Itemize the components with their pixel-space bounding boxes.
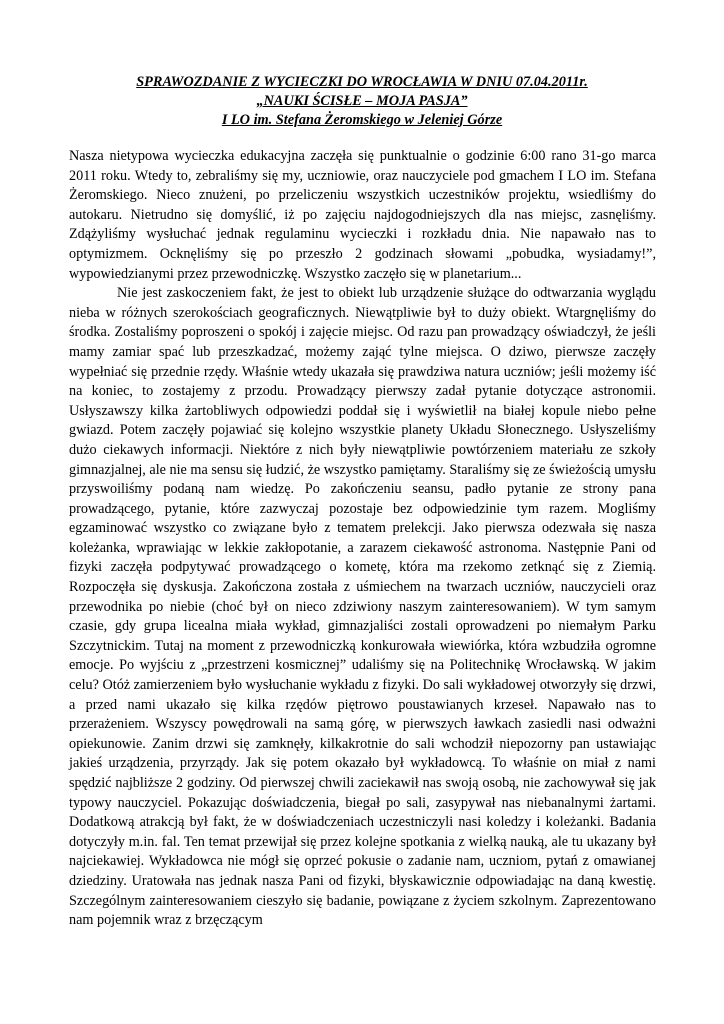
report-title: SPRAWOZDANIE Z WYCIECZKI DO WROCŁAWIA W DNIU 07.04.2011r. — [136, 74, 588, 90]
school-name: I LO im. Stefana Żeromskiego w Jeleniej Górze — [221, 112, 503, 128]
report-subtitle: „NAUKI ŚCISŁE – MOJA PASJA” — [256, 93, 468, 109]
paragraph-2: Nie jest zaskoczeniem fakt, że jest to obiekt lub urządzenie służące do odtwarzania wyglądu nieba w różnych szerokościach geograficznych. Niewątpliwie był to duży obiekt. Wtargnęliśmy do środka. Zostaliśmy poproszeni o spokój i zajęcie miejsc. Od razu pan prowadzący oświadczył, że jeśli mamy zamiar spać lub przeszkadzać, możemy zająć tylne miejsca. O dziwo, pierwsze zaczęły wypełniać się przednie rzędy. Właśnie wtedy ukazała się prawdziwa natura uczniów; jeśli możemy iść na koniec, to zostajemy z przodu. Prowadzący pierwszy zadał pytanie dotyczące astronomii. Usłyszawszy kilka żartobliwych odpowiedzi poddał się i wyświetlił na białej kopule niebo pełne gwiazd. Potem zaczęły pojawiać się kolejno wszystkie planety Układu Słonecznego. Usłyszeliśmy dużo ciekawych informacji. Niektóre z nich były niewątpliwie powtórzeniem materiału ze szkoły gimnazjalnej, ale nie ma sensu się łudzić, że wszystko pamiętamy. Staraliśmy się ze świeżością umysłu przyswoiliśmy podaną nam wiedzę. Po zakończeniu seansu, padło pytanie ze strony pana prowadzącego, pytanie, które zazwyczaj pozostaje bez odpowiedzinie tym razem. Mogliśmy egzaminować wszystko co związane było z tematem prelekcji. Jako pierwsza odezwała się nasza koleżanka, wprawiając w lekkie zakłopotanie, a zarazem ciekawość astronoma. Następnie Pani od fizyki zaczęła podpytywać prowadzącego o kometę, która ma rzekomo zetknąć się z Ziemią. Rozpoczęła się dyskusja. Zakończona została z uśmiechem na twarzach uczniów, nauczycieli oraz przewodnika po niebie (choć był on nieco zdziwiony naszym zainteresowaniem). W tym samym czasie, gdy grupa licealna miała wykład, gimnazjaliści zostali oprowadzeni po niemałym Parku Szczytnickim. Tutaj na moment z przewodniczką konkurowała wiewiórka, która wzbudziła ogromne emocje. Po wyjściu z „przestrzeni kosmicznej” udaliśmy się na Politechnikę Wrocławską. W jakim celu? Otóż zamierzeniem było wysłuchanie wykładu z fizyki. Do sali wykładowej otworzyły się drzwi, a przed nami ukazało się kilka rzędów piętrowo poustawianych krzeseł. Napawało nas to przerażeniem. Wszyscy powędrowali na samą górę, w pierwszych ławkach zasiedli nasi odważni opiekunowie. Zanim drzwi się zamknęły, kilkakrotnie do sali wchodził niepozorny pan ustawiając jakieś urządzenia, przyrządy. Jak się potem okazało był wykładowcą. To właśnie on miał z nami spędzić najbliższe 2 godziny. Od pierwszej chwili zaciekawił nas swoją osobą, nie zachowywał się jak typowy nauczyciel. Pokazując doświadczenia, biegał po sali, zasypywał nas niebanalnymi żartami. Dodatkową atrakcją był fakt, że w doświadczeniach uczestniczyli nasi koledzy i koleżanki. Badania dotyczyły m.in. fal. Ten temat przewijał się przez kolejne spotkania z wielką nauką, ale tu ukazany był najciekawiej. Wykładowca nie mógł się oprzeć pokusie o zadanie nam, uczniom, pytań z omawianej dziedziny. Uratowała nas jednak nasza Pani od fizyki, błyskawicznie odpowiadając na daną kwestię. Szczególnym zainteresowaniem cieszyło się badanie, powiązane z życiem szkolnym. Zaprezentowano nam pojemnik wraz z brzęczącym — [69, 285, 656, 929]
paragraph-1: Nasza nietypowa wycieczka edukacyjna zaczęła się punktualnie o godzinie 6:00 rano 31-go marca 2011 roku. Wtedy to, zebraliśmy się my, uczniowie, oraz nauczyciele pod gmachem I LO im. Stefana Żeromskiego. Nieco znużeni, po przeliczeniu wszystkich uczestników projektu, wsiedliśmy do autokaru. Nietrudno się domyślić, iż po zajęciu najdogodniejszych dla nas miejsc, zasnęliśmy. Zdążyliśmy wysłuchać jednak regulaminu wycieczki i rozkładu dnia. Nie napawało nas to optymizmem. Ocknęliśmy się po przeszło 2 godzinach słowami „pobudka, wysiadamy!”, wypowiedzianymi przez przewodniczkę. Wszystko zaczęło się w planetarium... — [69, 148, 656, 282]
report-header — [0, 73, 724, 130]
report-body — [69, 147, 656, 931]
